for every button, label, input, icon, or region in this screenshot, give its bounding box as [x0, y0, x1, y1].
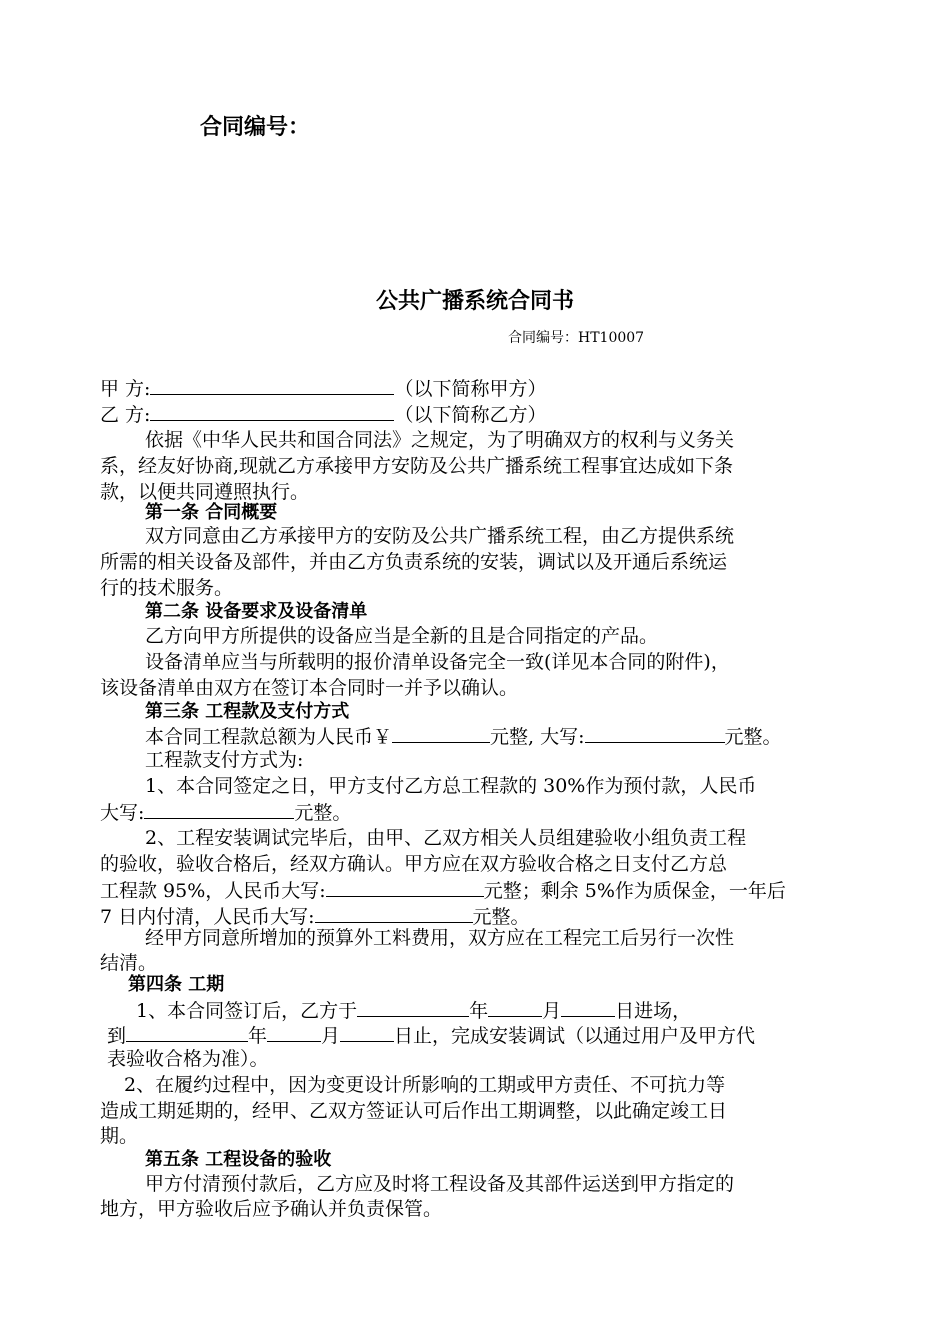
party-b-label: 乙 方:	[100, 404, 151, 426]
start-end: 日进场，	[615, 1000, 692, 1022]
article-2-heading: 第二条 设备要求及设备清单	[145, 601, 368, 622]
end-suffix: 日止，完成安装调试（以通过用户及甲方代	[394, 1025, 756, 1047]
payment-2b-end: 元整。	[472, 906, 530, 928]
payment-2-blank	[326, 877, 484, 897]
total-end: 元整。	[724, 726, 782, 748]
article-4-heading: 第四条 工期	[128, 974, 225, 995]
article-1-line-2: 所需的相关设备及部件，并由乙方负责系统的安装，调试以及开通后系统运	[100, 551, 728, 573]
intro-line-3: 款，以便共同遵照执行。	[100, 481, 310, 503]
schedule-start-prefix: 1、本合同签订后，乙方于	[136, 1000, 358, 1022]
schedule-2-line-2: 造成工期延期的，经甲、乙双方签证认可后作出工期调整，以此确定竣工日	[100, 1100, 728, 1122]
party-b-suffix: （以下简称乙方）	[394, 404, 547, 426]
payment-2b-blank	[315, 903, 473, 923]
party-a-label: 甲 方:	[100, 378, 151, 400]
party-a-suffix: （以下简称甲方）	[394, 378, 547, 400]
end-year-label: 年	[248, 1025, 268, 1047]
article-3-heading: 第三条 工程款及支付方式	[145, 701, 350, 722]
schedule-2-line-1: 2、在履约过程中，因为变更设计所影响的工期或甲方责任、不可抗力等	[124, 1074, 726, 1096]
end-prefix: 到	[107, 1025, 127, 1047]
party-b-line	[100, 401, 546, 428]
payment-2-line-1: 2、工程安装调试完毕后，由甲、乙双方相关人员组建验收小组负责工程	[145, 827, 747, 849]
total-amount-blank	[392, 723, 490, 743]
payment-2-line-2: 的验收，验收合格后，经双方确认。甲方应在双方验收合格之日支付乙方总	[100, 853, 728, 875]
contract-code: 合同编号：HT10007	[508, 330, 645, 346]
payment-1-blank	[144, 799, 294, 819]
end-month-label: 月	[321, 1025, 341, 1047]
party-a-line	[100, 375, 546, 402]
article-1-heading: 第一条 合同概要	[145, 502, 278, 523]
article-5-line-2: 地方，甲方验收后应予确认并负责保管。	[100, 1198, 443, 1220]
total-capital-blank	[585, 723, 725, 743]
party-b-blank	[150, 401, 394, 421]
payment-1-line-2	[100, 799, 351, 826]
intro-line-2: 系，经友好协商,现就乙方承接甲方安防及公共广播系统工程事宜达成如下条	[100, 455, 734, 477]
start-day-blank	[561, 997, 615, 1017]
month-label: 月	[542, 1000, 562, 1022]
extra-line-2: 结清。	[100, 952, 158, 974]
document-title: 公共广播系统合同书	[375, 289, 574, 314]
payment-1-prefix: 大写:	[100, 802, 145, 824]
end-year-blank	[126, 1022, 248, 1042]
start-month-blank	[488, 997, 542, 1017]
total-prefix: 本合同工程款总额为人民币￥	[145, 726, 393, 748]
article-5-line-1: 甲方付清预付款后，乙方应及时将工程设备及其部件运送到甲方指定的	[145, 1173, 735, 1195]
payment-2-line-3	[100, 877, 786, 904]
year-label: 年	[469, 1000, 489, 1022]
article-1-line-1: 双方同意由乙方承接甲方的安防及公共广播系统工程，由乙方提供系统	[145, 525, 735, 547]
payment-2-end: 元整；剩余 5%作为质保金，一年后	[483, 880, 786, 902]
intro-line-1: 依据《中华人民共和国合同法》之规定，为了明确双方的权利与义务关	[145, 429, 735, 451]
schedule-2-line-3: 期。	[100, 1125, 139, 1147]
article-2-line-2: 设备清单应当与所载明的报价清单设备完全一致(详见本合同的附件)，	[145, 651, 730, 673]
schedule-1-line-3: 表验收合格为准）。	[107, 1048, 269, 1070]
schedule-1-line-2	[107, 1022, 755, 1049]
payment-1-end: 元整。	[294, 802, 352, 824]
article-2-line-1: 乙方向甲方所提供的设备应当是全新的且是合同指定的产品。	[145, 625, 659, 647]
party-a-blank	[150, 375, 394, 395]
end-month-blank	[267, 1022, 321, 1042]
article-5-heading: 第五条 工程设备的验收	[145, 1149, 332, 1170]
payment-2-prefix: 工程款 95%，人民币大写:	[100, 880, 326, 902]
end-day-blank	[340, 1022, 394, 1042]
payment-intro: 工程款支付方式为:	[145, 749, 304, 771]
start-year-blank	[357, 997, 469, 1017]
article-3-total-line	[145, 723, 782, 750]
payment-2b-prefix: 7 日内付清，人民币大写:	[100, 906, 315, 928]
article-2-line-3: 该设备清单由双方在签订本合同时一并予以确认。	[100, 677, 519, 699]
schedule-1-line-1	[136, 997, 691, 1024]
header-contract-no-label: 合同编号：	[200, 115, 311, 140]
total-mid: 元整, 大写:	[490, 726, 585, 748]
payment-1-line-1: 1、本合同签定之日，甲方支付乙方总工程款的 30%作为预付款，人民币	[145, 775, 757, 797]
extra-line-1: 经甲方同意所增加的预算外工料费用，双方应在工程完工后另行一次性	[145, 927, 735, 949]
article-1-line-3: 行的技术服务。	[100, 577, 234, 599]
